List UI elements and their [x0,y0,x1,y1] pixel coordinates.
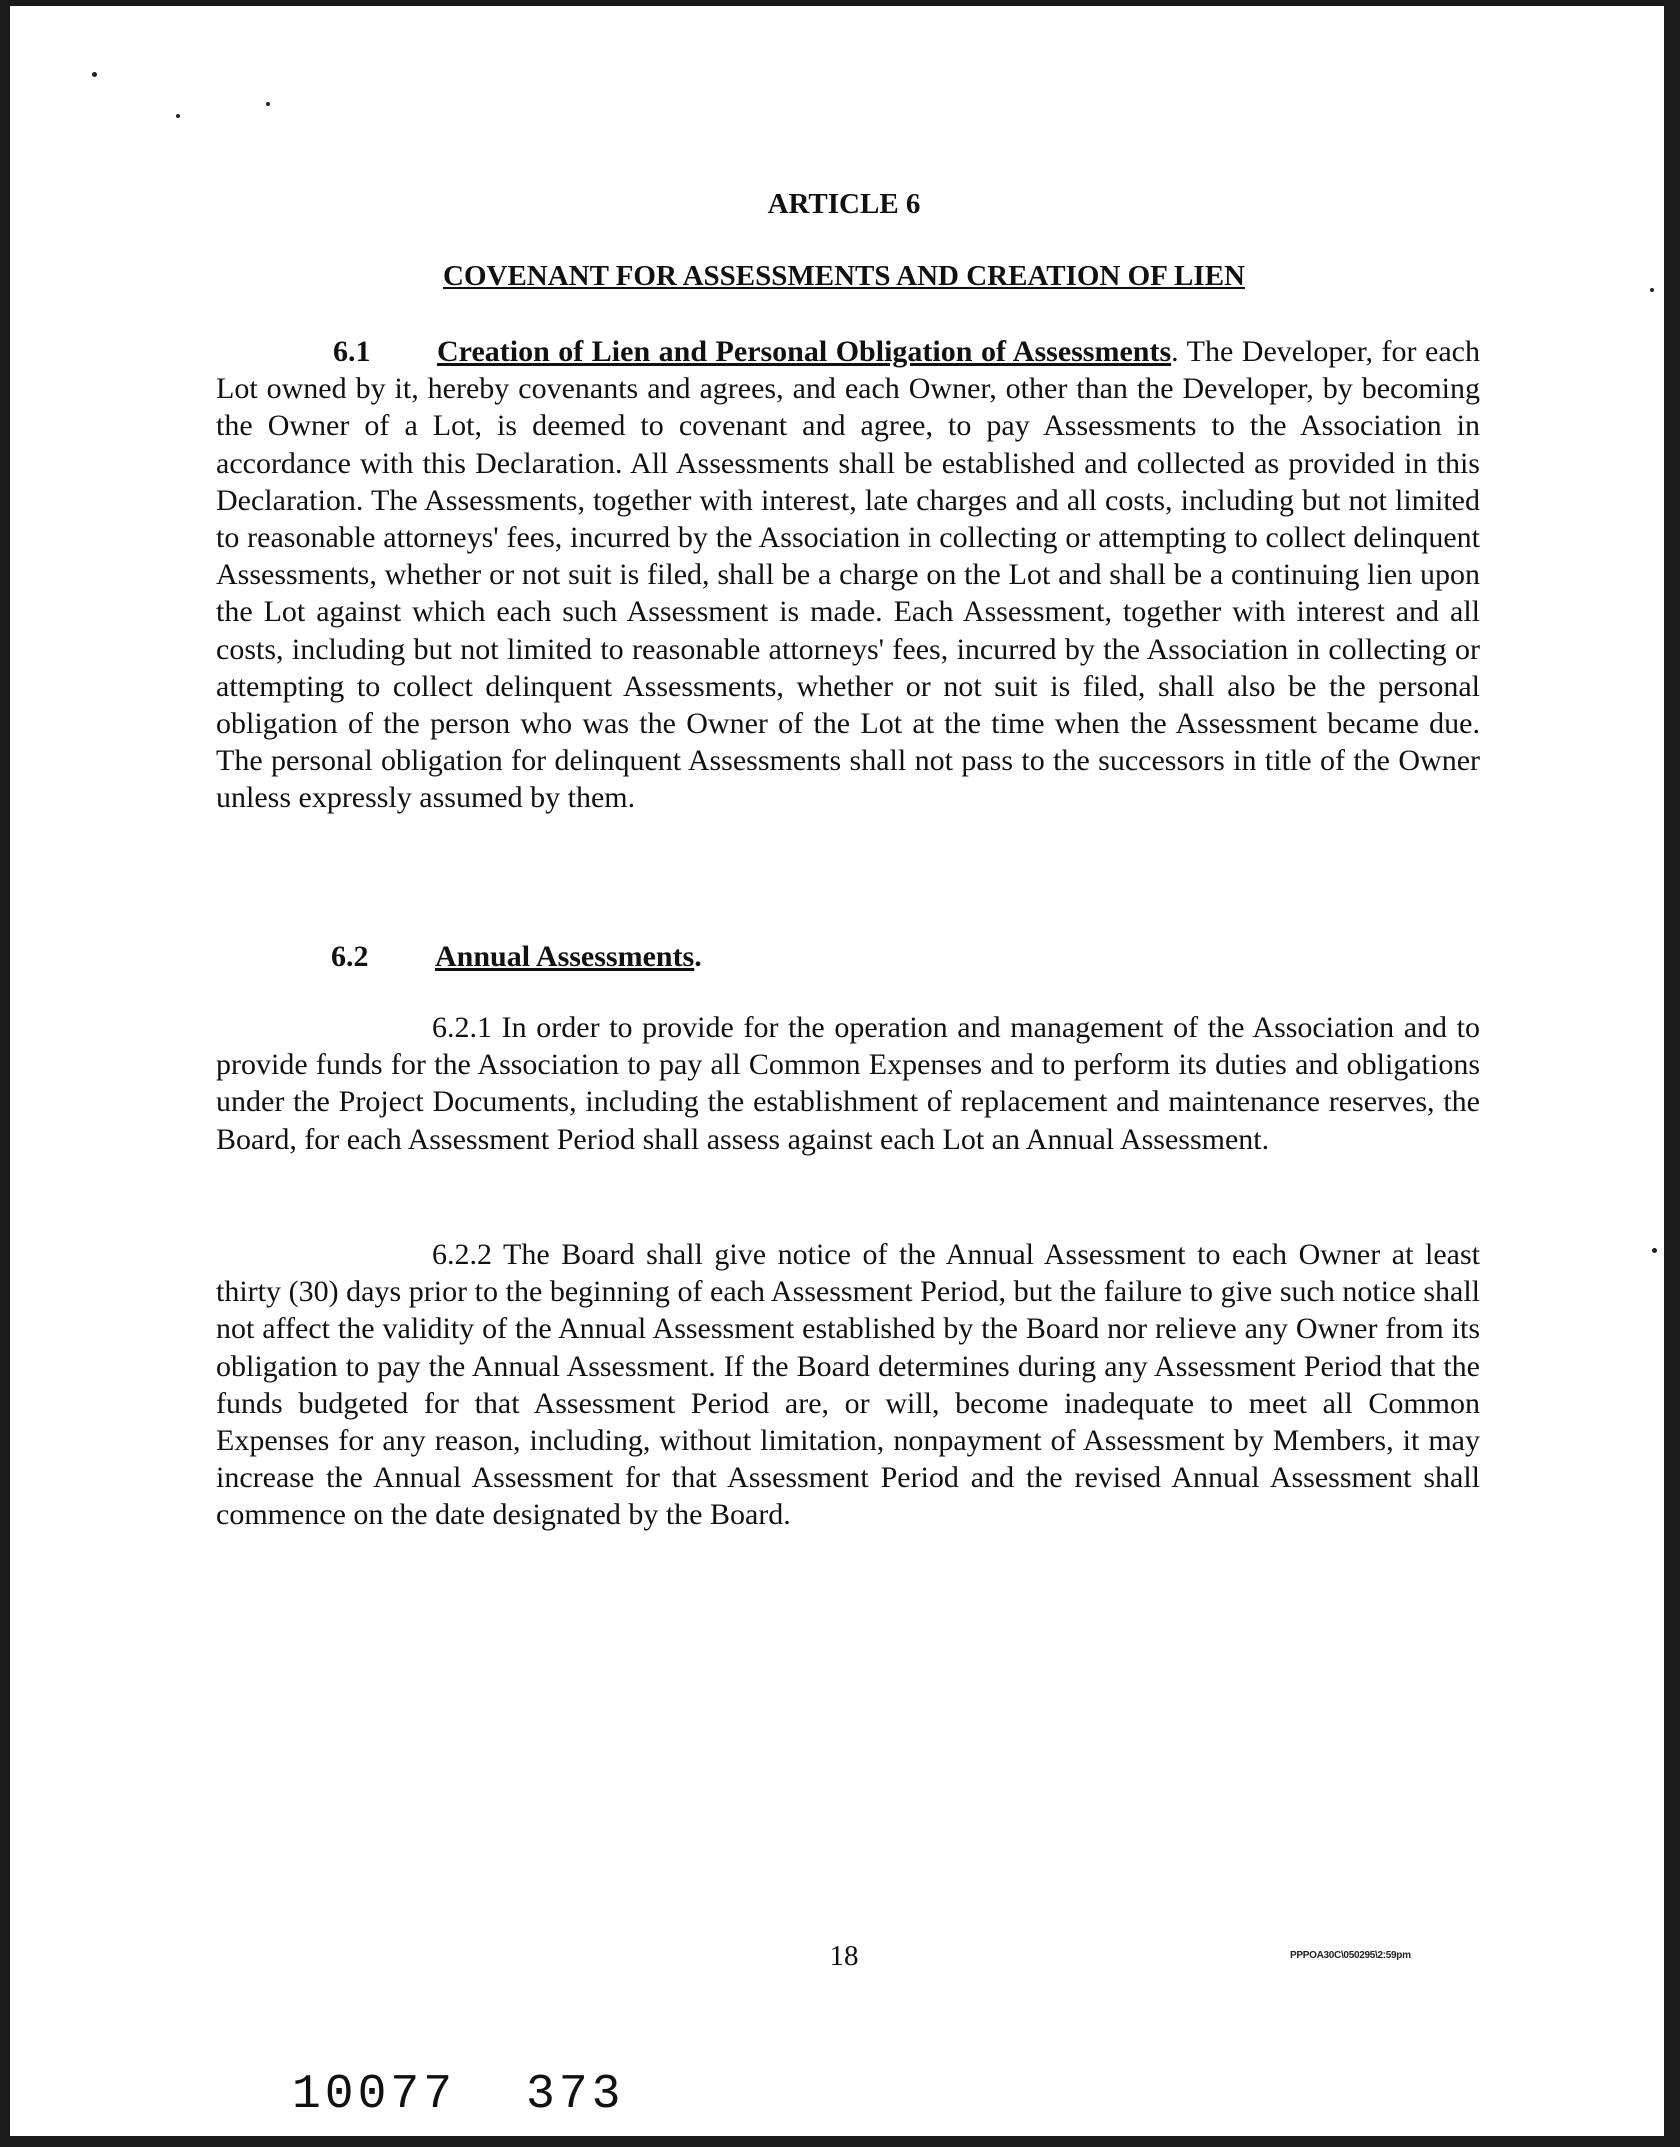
article-title: COVENANT FOR ASSESSMENTS AND CREATION OF LIEN [443,260,1245,292]
subsection-6-2-1 [216,1009,1480,1158]
recording-stamp [292,2068,624,2122]
scan-speck [176,114,180,118]
subsection-6-2-2 [216,1236,1480,1534]
section-number: 6.2 [331,940,369,973]
section-heading: Creation of Lien and Personal Obligation of Assessments [437,335,1172,368]
stamp-book-number: 10077 [292,2068,457,2122]
article-number: ARTICLE 6 [767,188,921,220]
subsection-text: The Board shall give notice of the Annual Assessment to each Owner at least thirty (30) days prior to the beginning of each Assessment Period, but the failure to give such notice shall not affect the validity of the Annual Assessment established by the Board nor relieve any Owner from its obligation to pay the Annual Assessment. If the Board determines during any Assessment Period that the funds budgeted for that Assessment Period are, or will, become inadequate to meet all Common Expenses for any reason, including, without limitation, nonpayment of Assessment by Members, it may increase the Annual Assessment for that Assessment Period and the revised Annual Assessment shall commence on the date designated by the Board. [216,1238,1480,1532]
subsection-text: In order to provide for the operation and management of the Association and to provide funds for the Association to pay all Common Expenses and to perform its duties and obligations under the Project Documents, including the establishment of replacement and maintenance reserves, the Board, for each Assessment Period shall assess against each Lot an Annual Assessment. [216,1011,1480,1156]
section-heading-punct: . [1171,335,1179,368]
scan-speck [92,72,97,77]
section-text: The Developer, for each Lot owned by it, hereby covenants and agrees, and each Owner, other than the Developer, by becoming the Owner of a Lot, is deemed to covenant and agree, to pay Assessments to the Association in accordance with this Declaration. All Assessments shall be established and collected as provided in this Declaration. The Assessments, together with interest, late charges and all costs, including but not limited to reasonable attorneys' fees, incurred by the Association in collecting or attempting to collect delinquent Assessments, whether or not suit is filed, shall be a charge on the Lot and shall be a continuing lien upon the Lot against which each such Assessment is made. Each Assessment, together with interest and all costs, including but not limited to reasonable attorneys' fees, incurred by the Association in collecting or attempting to collect delinquent Assessments, whether or not suit is filed, shall also be the personal obligation of the person who was the Owner of the Lot at the time when the Assessment became due. The personal obligation for delinquent Assessments shall not pass to the successors in title of the Owner unless expressly assumed by them. [216,335,1480,815]
section-heading-punct: . [694,940,702,973]
stamp-page-number: 373 [526,2068,625,2122]
subsection-number: 6.2.2 [432,1238,492,1271]
section-number: 6.1 [333,335,371,368]
section-6-2-heading [331,940,702,974]
section-6-1 [216,333,1480,817]
scan-speck [266,102,270,106]
file-reference: PPPOA30C\050295\2:59pm [1290,1950,1411,1961]
section-heading: Annual Assessments [435,940,695,973]
scan-speck [1652,1248,1657,1253]
page-number: 18 [829,1940,859,1972]
subsection-number: 6.2.1 [432,1011,492,1044]
